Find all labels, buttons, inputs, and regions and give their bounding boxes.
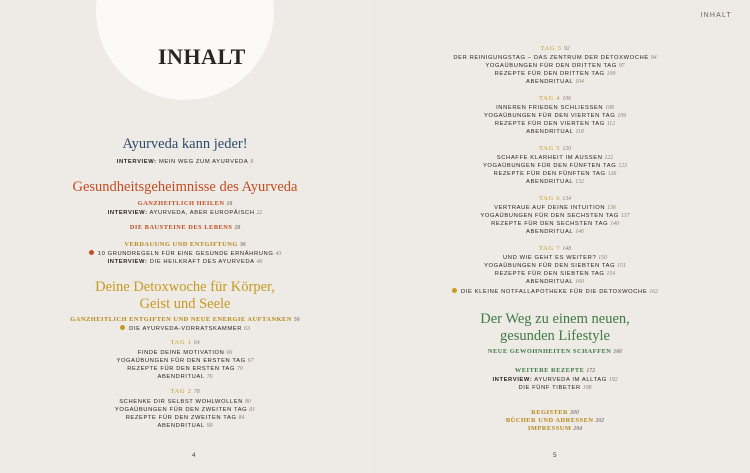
entry-text: ABENDRITUAL xyxy=(526,179,574,185)
entry-text: IMPRESSUM xyxy=(527,425,572,432)
gold-dot-icon xyxy=(120,325,125,330)
page-number: 46 xyxy=(256,259,263,265)
entry-text: REZEPTE FÜR DEN ZWEITEN TAG xyxy=(125,415,237,421)
page-number: 43 xyxy=(275,251,282,257)
toc-entry[interactable] xyxy=(60,209,310,217)
page-number: 122 xyxy=(604,155,614,161)
entry-text: YOGAÜBUNGEN FÜR DEN SECHSTEN TAG xyxy=(480,213,619,219)
page-number: 36 xyxy=(239,242,246,248)
entry-text: REZEPTE FÜR DEN DRITTEN TAG xyxy=(494,71,605,77)
page-number: 137 xyxy=(620,213,630,219)
entry-text: 10 GRUNDREGELN FÜR EINE GESUNDE ERNÄHRUNG xyxy=(97,251,274,257)
entry-text: DIE BAUSTEINE DES LEBENS xyxy=(129,224,233,231)
page-number: 78 xyxy=(193,389,200,395)
page-number: 151 xyxy=(617,263,626,269)
toc-entry[interactable] xyxy=(430,228,680,236)
page-number: 108 xyxy=(605,105,614,111)
toc-entry[interactable] xyxy=(60,373,310,381)
section-title-ayurveda-kann-jeder: Ayurveda kann jeder! xyxy=(122,136,248,152)
page-number: 80 xyxy=(245,399,251,405)
page-title: INHALT xyxy=(158,44,246,69)
entry-text: FINDE DEINE MOTIVATION xyxy=(137,350,225,356)
toc-entry[interactable] xyxy=(60,422,310,430)
page-number: 109 xyxy=(617,113,627,119)
entry-text: YOGAÜBUNGEN FÜR DEN ERSTEN TAG xyxy=(116,358,246,364)
page-number: 70 xyxy=(237,366,243,372)
section-title-gesundheitsgeheimnisse: Gesundheitsgeheimnisse des Ayurveda xyxy=(72,179,298,195)
entry-text: GANZHEITLICH ENTGIFTEN UND NEUE ENERGIE AUFTANKEN xyxy=(70,316,292,323)
entry-text: ABENDRITUAL xyxy=(526,79,574,85)
page-number: 97 xyxy=(618,63,625,69)
day-heading-tag-3[interactable] xyxy=(430,44,680,54)
entry-text: TAG 4 xyxy=(538,95,561,102)
entry-text: NEUE GEWOHNHEITEN SCHAFFEN xyxy=(487,348,612,355)
page-number: 66 xyxy=(226,350,233,356)
page-number: 8 xyxy=(250,159,254,165)
page-number: 18 xyxy=(226,201,233,207)
folio-left: 4 xyxy=(192,452,196,459)
page-number: 64 xyxy=(193,340,200,346)
page-number: 76 xyxy=(206,374,213,380)
section-title-lifestyle xyxy=(430,311,680,345)
page-number: 123 xyxy=(618,163,628,169)
entry-text: REGISTER xyxy=(531,409,569,416)
entry-text: WEITERE REZEPTE xyxy=(514,367,585,374)
toc-entry[interactable] xyxy=(60,325,310,333)
page-number: 172 xyxy=(586,368,596,374)
interview-label: INTERVIEW: xyxy=(116,159,157,165)
page-number: 202 xyxy=(595,418,605,424)
entry-text: YOGAÜBUNGEN FÜR DEN FÜNFTEN TAG xyxy=(482,163,617,169)
page-number: 94 xyxy=(650,55,657,61)
entry-text: TAG 7 xyxy=(538,245,561,252)
page-number: 192 xyxy=(608,377,618,383)
folio-right: 5 xyxy=(553,452,557,459)
toc-entry[interactable] xyxy=(430,178,680,186)
day-heading-tag-1[interactable] xyxy=(60,338,310,348)
entry-text: AYURVEDA, ABER EUROPÄISCH xyxy=(149,210,255,216)
entry-text: YOGAÜBUNGEN FÜR DEN VIERTEN TAG xyxy=(483,113,616,119)
entry-text: TAG 1 xyxy=(170,339,192,346)
entry-text: TAG 5 xyxy=(538,145,561,152)
page-number: 84 xyxy=(238,415,245,421)
page-number: 200 xyxy=(570,410,579,416)
page-number: 154 xyxy=(606,271,616,277)
page-number: 28 xyxy=(234,225,241,231)
page-number: 204 xyxy=(573,426,583,432)
day-heading-tag-6[interactable] xyxy=(430,194,680,204)
running-head: INHALT xyxy=(700,12,732,19)
toc-entry[interactable] xyxy=(60,158,310,166)
toc-subsection[interactable] xyxy=(60,223,310,233)
day-heading-tag-4[interactable] xyxy=(430,94,680,104)
entry-text: ABENDRITUAL xyxy=(157,374,205,380)
page-number: 100 xyxy=(606,71,616,77)
toc-subsection[interactable] xyxy=(60,240,310,250)
page-number: 150 xyxy=(598,255,607,261)
interview-label: INTERVIEW: xyxy=(107,210,148,216)
entry-text: YOGAÜBUNGEN FÜR DEN SIEBTEN TAG xyxy=(484,263,616,269)
page-number: 120 xyxy=(562,146,572,152)
day-heading-tag-5[interactable] xyxy=(430,144,680,154)
page-number: 140 xyxy=(610,221,619,227)
day-heading-tag-2[interactable] xyxy=(60,387,310,397)
entry-text: DIE AYURVEDA-VORRATSKAMMER xyxy=(129,326,243,332)
entry-text: SCHENKE DIR SELBST WOHLWOLLEN xyxy=(119,399,243,405)
interview-label: INTERVIEW: xyxy=(492,377,533,383)
entry-text: YOGAÜBUNGEN FÜR DEN ZWEITEN TAG xyxy=(114,407,248,413)
page-number: 148 xyxy=(562,246,572,252)
title-line: Deine Detoxwoche für Körper, xyxy=(95,279,275,295)
page-number: 146 xyxy=(575,229,584,235)
page-number: 162 xyxy=(649,289,659,295)
page-number: 104 xyxy=(575,79,584,85)
entry-text: YOGAÜBUNGEN FÜR DEN DRITTEN TAG xyxy=(485,63,617,69)
page-number: 132 xyxy=(575,179,584,185)
entry-text: DER REINIGUNGSTAG – DAS ZENTRUM DER DETOXWOCHE xyxy=(453,55,649,61)
page-number: 118 xyxy=(575,129,584,135)
entry-text: DIE FÜNF TIBETER xyxy=(518,385,581,391)
toc-subsection[interactable] xyxy=(60,315,310,325)
page-number: 160 xyxy=(575,279,584,285)
page-number: 22 xyxy=(256,210,263,216)
page-number: 112 xyxy=(606,121,616,127)
page-number: 134 xyxy=(562,196,572,202)
toc-subsection[interactable] xyxy=(60,199,310,209)
toc-entry[interactable] xyxy=(60,258,310,266)
page-number: 198 xyxy=(582,385,592,391)
toc-entry[interactable] xyxy=(430,78,680,86)
page-number: 106 xyxy=(562,96,572,102)
entry-text: AYURVEDA IM ALLTAG xyxy=(534,377,607,383)
entry-text: MEIN WEG ZUM AYURVEDA xyxy=(158,159,249,165)
entry-text: GANZHEITLICH HEILEN xyxy=(137,200,225,207)
interview-label: INTERVIEW: xyxy=(107,259,148,265)
entry-text: TAG 6 xyxy=(538,195,561,202)
entry-text: SCHAFFE KLARHEIT IM AUSSEN xyxy=(496,155,603,161)
title-line: Geist und Seele xyxy=(139,296,231,312)
page-number: 56 xyxy=(293,317,300,323)
title-line: Der Weg zu einem neuen, xyxy=(480,311,630,327)
gold-dot-icon xyxy=(452,288,457,293)
entry-text: DIE HEILKRAFT DES AYURVEDA xyxy=(149,259,255,265)
entry-text: ABENDRITUAL xyxy=(157,423,205,429)
toc-entry[interactable] xyxy=(430,288,680,296)
toc-end-entry[interactable] xyxy=(430,424,680,434)
entry-text: TAG 3 xyxy=(540,45,562,52)
section-title-detoxwoche xyxy=(60,279,310,313)
entry-text: REZEPTE FÜR DEN ERSTEN TAG xyxy=(127,366,236,372)
entry-text: REZEPTE FÜR DEN SIEBTEN TAG xyxy=(494,271,605,277)
entry-text: REZEPTE FÜR DEN FÜNFTEN TAG xyxy=(493,171,606,177)
page-number: 166 xyxy=(613,349,623,355)
day-heading-tag-7[interactable] xyxy=(430,244,680,254)
entry-text: TAG 2 xyxy=(170,388,192,395)
entry-text: ABENDRITUAL xyxy=(526,279,574,285)
entry-text: UND WIE GEHT ES WEITER? xyxy=(503,255,597,261)
page-number: 90 xyxy=(206,423,213,429)
page-number: 63 xyxy=(244,326,250,332)
toc-entry[interactable] xyxy=(430,384,680,392)
toc-subsection[interactable] xyxy=(430,366,680,376)
toc-entry[interactable] xyxy=(430,128,680,136)
red-dot-icon xyxy=(89,250,94,255)
entry-text: BÜCHER UND ADRESSEN xyxy=(505,417,594,424)
entry-text: VERDAUUNG UND ENTGIFTUNG xyxy=(124,241,238,248)
toc-entry[interactable] xyxy=(430,278,680,286)
entry-text: ABENDRITUAL xyxy=(526,129,574,135)
entry-text: DIE KLEINE NOTFALLAPOTHEKE FÜR DIE DETOXWOCHE xyxy=(460,289,648,295)
page-number: 81 xyxy=(249,407,256,413)
page-number: 136 xyxy=(607,205,616,211)
entry-text: INNEREN FRIEDEN SCHLIESSEN xyxy=(496,105,604,111)
entry-text: ABENDRITUAL xyxy=(526,229,574,235)
page-number: 92 xyxy=(563,46,570,52)
entry-text: VERTRAUE AUF DEINE INTUITION xyxy=(494,205,606,211)
gutter xyxy=(374,0,376,473)
toc-subsection[interactable] xyxy=(430,347,680,357)
page-number: 126 xyxy=(607,171,617,177)
entry-text: REZEPTE FÜR DEN SECHSTEN TAG xyxy=(491,221,609,227)
title-line: gesunden Lifestyle xyxy=(500,328,610,344)
entry-text: REZEPTE FÜR DEN VIERTEN TAG xyxy=(494,121,605,127)
page-number: 67 xyxy=(247,358,254,364)
